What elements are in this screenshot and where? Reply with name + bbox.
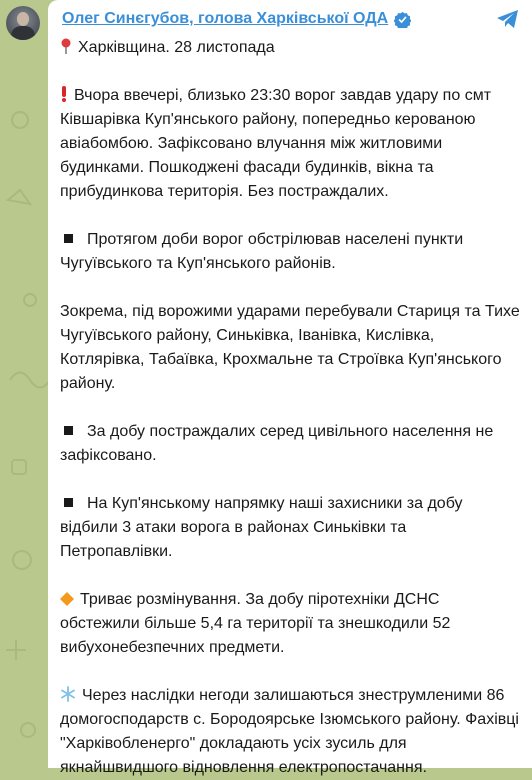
channel-name-link[interactable]: Олег Синєгубов, голова Харківської ОДА	[62, 10, 389, 27]
message-header	[62, 6, 532, 32]
verified-badge-icon	[394, 11, 411, 28]
snowflake-icon	[60, 686, 76, 702]
paragraph-casualties: За добу постраждалих серед цивільного населення не зафіксовано.	[60, 423, 494, 464]
paragraph-settlements: Зокрема, під ворожими ударами перебували Стариця та Тихе Чугуївського району, Синьківка, Іванівка, Кислівка, Котлярівка, Табаївка, Крохмальне та Строївка Куп'янського району.	[60, 303, 520, 392]
paragraph-defense: На Куп'янському напрямку наші захисники за добу відбили 3 атаки ворога в районах Синьківки та Петропавлівки.	[60, 495, 463, 560]
message-bubble	[48, 0, 532, 776]
telegram-share-icon[interactable]	[496, 8, 520, 30]
black-square-icon	[64, 498, 73, 507]
black-square-icon	[64, 426, 73, 435]
paragraph-power-outage: Через наслідки негоди залишаються знеструмленими 86 домогосподарств с. Бородоярське Ізюмського району. Фахівці "Харківобленерго" докладають усіх зусиль для якнайшвидшого відновлення електропостачання.	[60, 687, 519, 776]
paragraph-demining: Триває розмінування. За добу піротехніки ДСНС обстежили більше 5,4 га території та знешкодили 52 вибухонебезпечних предмети.	[60, 591, 451, 656]
orange-diamond-icon	[60, 592, 74, 606]
message-body	[60, 34, 522, 780]
post-location: Харківщина. 28 листопада	[78, 39, 275, 56]
round-pushpin-icon	[60, 38, 72, 54]
paragraph-shelling: Протягом доби ворог обстрілював населені пункти Чугуївського та Куп'янського районів.	[60, 231, 464, 272]
channel-avatar[interactable]	[6, 6, 40, 40]
post-location-line	[60, 36, 522, 60]
paragraph-attack: Вчора ввечері, близько 23:30 ворог завдав удару по смт Ківшарівка Куп'янського району, попередньо керованою авіабомбою. Зафіксовано влучання між житловими будинками. Пошкоджені фасади будинків, вікна та прибудинкова територія. Без постраждалих.	[60, 87, 492, 200]
black-square-icon	[64, 234, 73, 243]
exclamation-icon	[60, 86, 68, 102]
